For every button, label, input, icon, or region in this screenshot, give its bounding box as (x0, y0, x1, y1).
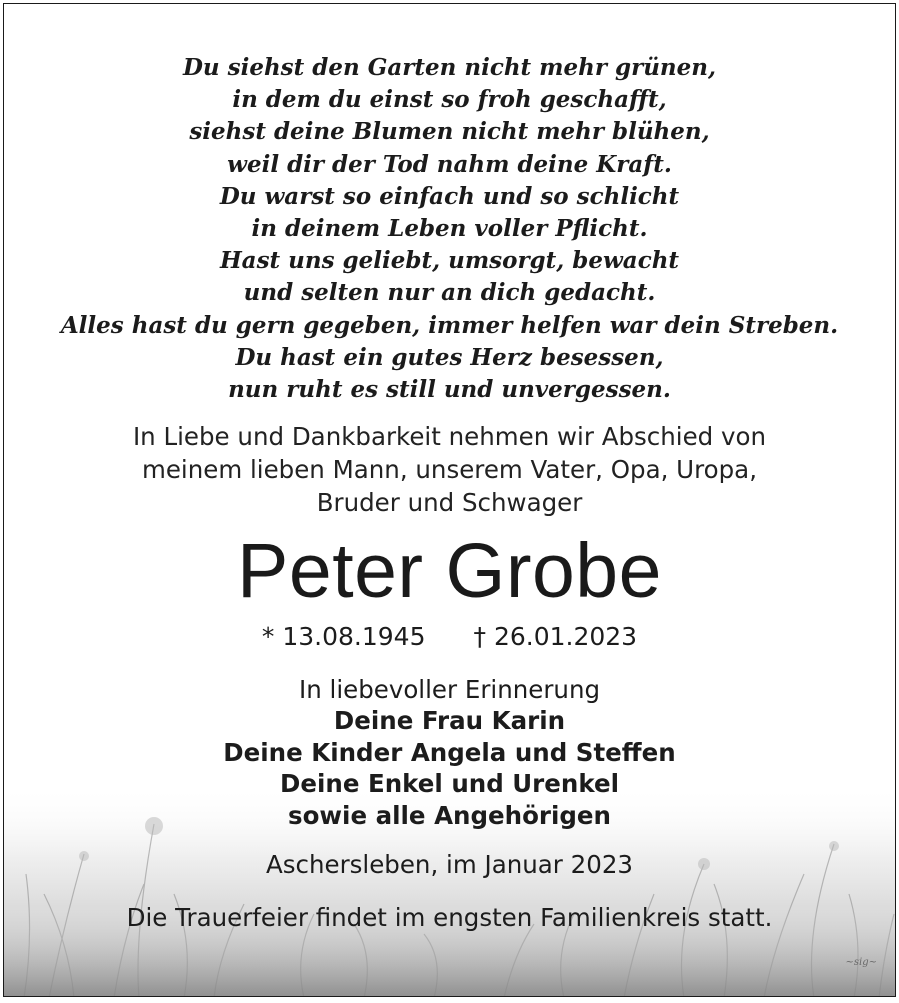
mourner-line: Deine Frau Karin (333, 706, 566, 736)
poem-line: Alles hast du gern gegeben, immer helfen war dein Streben. (60, 311, 839, 339)
mourner-line: Deine Kinder Angela und Steffen (223, 737, 676, 767)
farewell-intro (4, 420, 895, 519)
artist-signature: ~sig~ (845, 957, 877, 968)
mourner-line: Deine Enkel und Urenkel (280, 769, 619, 799)
memory-intro: In liebevoller Erinnerung (298, 675, 601, 704)
intro-line: In Liebe und Dankbarkeit nehmen wir Abschied von (132, 422, 767, 451)
poem-line: in deinem Leben voller Pflicht. (251, 215, 648, 243)
mourner-line: sowie alle Angehörigen (288, 800, 611, 830)
life-dates (4, 621, 895, 653)
intro-line: Bruder und Schwager (316, 488, 583, 517)
poem-line: weil dir der Tod nahm deine Kraft. (227, 150, 672, 178)
poem-line: in dem du einst so froh geschafft, (232, 86, 667, 114)
poem-line: siehst deine Blumen nicht mehr blühen, (189, 118, 710, 146)
deceased-name: Peter Grobe (237, 528, 662, 614)
birth-date: * 13.08.1945 (261, 622, 426, 651)
poem (4, 52, 895, 406)
poem-line: und selten nur an dich gedacht. (243, 279, 656, 307)
poem-line: nun ruht es still und unvergessen. (228, 376, 671, 404)
place-date: Aschersleben, im Januar 2023 (265, 850, 634, 879)
poem-line: Hast uns geliebt, umsorgt, bewacht (219, 247, 680, 275)
poem-line: Du warst so einfach und so schlicht (219, 182, 680, 210)
death-date: † 26.01.2023 (473, 622, 638, 651)
intro-line: meinem lieben Mann, unserem Vater, Opa, Uropa, (141, 455, 757, 484)
mourners-block (4, 674, 895, 831)
poem-line: Du siehst den Garten nicht mehr grünen, (182, 54, 717, 81)
funeral-notice: Die Trauerfeier findet im engsten Familienkreis statt. (126, 903, 773, 932)
obituary-card (3, 3, 896, 997)
poem-line: Du hast ein gutes Herz besessen, (235, 343, 664, 371)
